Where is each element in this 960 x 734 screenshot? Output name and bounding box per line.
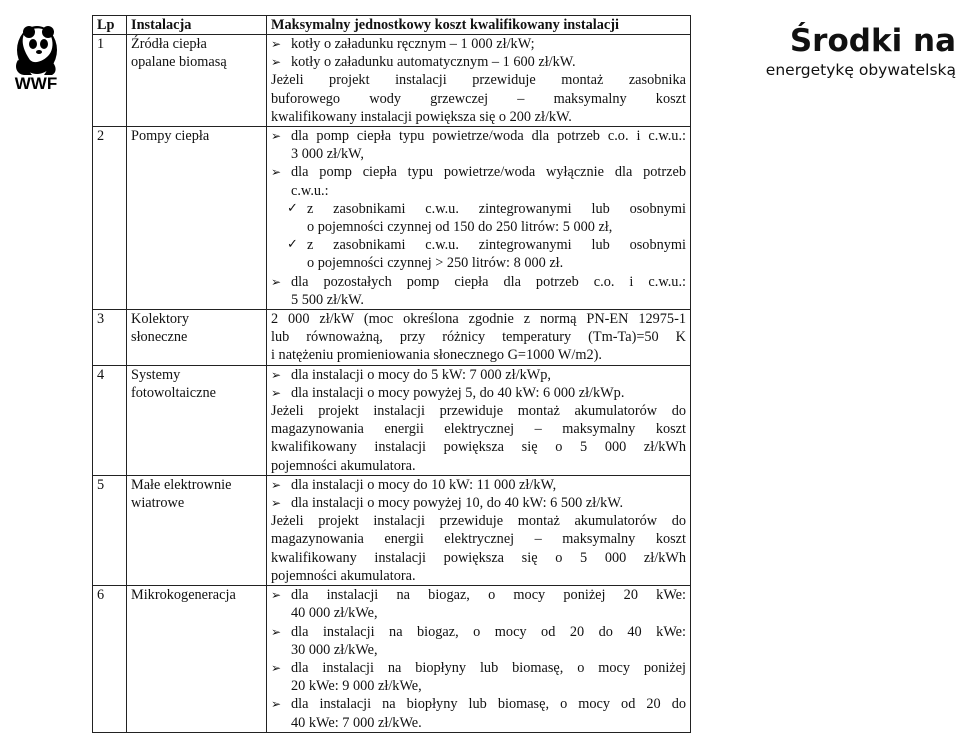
row-number: 5 bbox=[93, 475, 127, 585]
bullet-continuation: c.w.u.: bbox=[291, 182, 329, 199]
check-item bbox=[271, 200, 686, 218]
check-bullet-icon: ✓ bbox=[287, 200, 298, 216]
arrow-bullet-icon: ➢ bbox=[271, 274, 282, 289]
cost-description bbox=[267, 586, 691, 733]
row-number: 4 bbox=[93, 365, 127, 475]
arrow-bullet-icon: ➢ bbox=[271, 624, 282, 639]
bullet-continuation: 40 kWe: 7 000 zł/kWe. bbox=[291, 714, 422, 731]
arrow-bullet-icon: ➢ bbox=[271, 129, 282, 144]
arrow-bullet-icon: ➢ bbox=[271, 367, 282, 382]
installation-name bbox=[127, 127, 267, 310]
arrow-bullet-icon: ➢ bbox=[271, 55, 282, 70]
table-row bbox=[93, 310, 691, 366]
check-continuation: o pojemności czynnej od 150 do 250 litrów: 5 000 zł, bbox=[307, 219, 613, 236]
arrow-bullet-icon: ➢ bbox=[271, 697, 282, 712]
installation-name-line: fotowoltaiczne bbox=[131, 384, 216, 401]
bullet-item bbox=[271, 659, 686, 677]
table-row bbox=[93, 35, 691, 127]
paragraph-line: pojemności akumulatora. bbox=[271, 457, 416, 474]
installation-name-line: opalane biomasą bbox=[131, 54, 227, 71]
cost-description bbox=[267, 310, 691, 366]
bullet-text: dla instalacji o mocy do 5 kW: 7 000 zł/kWp, bbox=[291, 366, 551, 383]
bullet-text: dla pomp ciepła typu powietrze/woda dla potrzeb c.o. i c.w.u.: bbox=[291, 128, 686, 145]
installation-name bbox=[127, 35, 267, 127]
cost-table bbox=[92, 15, 691, 733]
bullet-text: dla instalacji o mocy powyżej 5, do 40 kW: 6 000 zł/kWp. bbox=[291, 384, 625, 401]
bullet-text: dla instalacji na biogaz, o mocy od 20 do 40 kWe: bbox=[291, 623, 686, 640]
bullet-text: kotły o załadunku ręcznym – 1 000 zł/kW; bbox=[291, 36, 535, 52]
bullet-item bbox=[271, 384, 686, 402]
installation-name-line: Mikrokogeneracja bbox=[131, 587, 236, 604]
paragraph-line: kwalifikowany instalacji powiększa się o 200 zł/kW. bbox=[271, 108, 572, 125]
arrow-bullet-icon: ➢ bbox=[271, 496, 282, 511]
bullet-item bbox=[271, 623, 686, 641]
row-number: 6 bbox=[93, 586, 127, 733]
header-installation: Instalacja bbox=[127, 16, 267, 35]
bullet-item bbox=[271, 476, 686, 494]
paragraph-line: Jeżeli projekt instalacji przewiduje montaż akumulatorów do bbox=[271, 513, 686, 530]
bullet-continuation: 5 500 zł/kW. bbox=[291, 291, 364, 308]
bullet-item bbox=[271, 366, 686, 384]
installation-name bbox=[127, 586, 267, 733]
table-row bbox=[93, 475, 691, 585]
title-subtitle: energetykę obywatelską bbox=[765, 61, 956, 79]
cost-description bbox=[267, 35, 691, 127]
bullet-text: kotły o załadunku automatycznym – 1 600 zł/kW. bbox=[291, 54, 576, 71]
installation-name bbox=[127, 310, 267, 366]
paragraph-line: kwalifikowany instalacji powiększa się o 5 000 zł/kWh bbox=[271, 549, 686, 566]
bullet-text: dla instalacji na biopłyny lub biomasę, o mocy poniżej bbox=[291, 659, 686, 676]
title-main: Środki na bbox=[789, 23, 956, 59]
installation-name-line: Małe elektrownie bbox=[131, 476, 232, 493]
paragraph-line: lub równoważną, przy różnicy temperatury (Tm-Ta)=50 K bbox=[271, 329, 686, 346]
table-row bbox=[93, 586, 691, 733]
row-number: 2 bbox=[93, 127, 127, 310]
bullet-item bbox=[271, 35, 686, 53]
arrow-bullet-icon: ➢ bbox=[271, 660, 282, 675]
check-text: z zasobnikami c.w.u. zintegrowanymi lub osobnymi bbox=[307, 237, 686, 254]
paragraph-line: pojemności akumulatora. bbox=[271, 567, 416, 584]
bullet-item bbox=[271, 695, 686, 713]
bullet-continuation: 20 kWe: 9 000 zł/kWe, bbox=[291, 678, 422, 695]
header-max-cost: Maksymalny jednostkowy koszt kwalifikowany instalacji bbox=[267, 16, 691, 35]
arrow-bullet-icon: ➢ bbox=[271, 588, 282, 603]
wwf-wordmark: WWF bbox=[14, 74, 58, 93]
bullet-item bbox=[271, 273, 686, 291]
arrow-bullet-icon: ➢ bbox=[271, 37, 282, 51]
bullet-item bbox=[271, 53, 686, 71]
check-bullet-icon: ✓ bbox=[287, 237, 298, 253]
paragraph-line: magazynowania energii elektrycznej – maksymalny koszt bbox=[271, 531, 686, 548]
paragraph-line: magazynowania energii elektrycznej – maksymalny koszt bbox=[271, 421, 686, 438]
paragraph-line: 2 000 zł/kW (moc określona zgodnie z normą PN-EN 12975-1 bbox=[271, 311, 686, 328]
bullet-item bbox=[271, 127, 686, 145]
row-number: 1 bbox=[93, 35, 127, 127]
arrow-bullet-icon: ➢ bbox=[271, 477, 282, 492]
bullet-continuation: 30 000 zł/kWe, bbox=[291, 641, 378, 658]
bullet-item bbox=[271, 494, 686, 512]
bullet-continuation: 3 000 zł/kW, bbox=[291, 146, 364, 163]
table-row bbox=[93, 365, 691, 475]
installation-name-line: Źródła ciepła bbox=[131, 36, 207, 52]
slide-title bbox=[766, 22, 956, 80]
bullet-item bbox=[271, 163, 686, 181]
row-number: 3 bbox=[93, 310, 127, 366]
header-lp: Lp bbox=[93, 16, 127, 35]
bullet-text: dla instalacji na biogaz, o mocy poniżej 20 kWe: bbox=[291, 587, 686, 604]
arrow-bullet-icon: ➢ bbox=[271, 165, 282, 180]
paragraph-line: Jeżeli projekt instalacji przewiduje montaż akumulatorów do bbox=[271, 403, 686, 420]
check-item bbox=[271, 236, 686, 254]
installation-name bbox=[127, 365, 267, 475]
paragraph-line: i natężeniu promieniowania słonecznego G=1000 W/m2). bbox=[271, 347, 602, 364]
installation-name-line: Pompy ciepła bbox=[131, 128, 210, 145]
arrow-bullet-icon: ➢ bbox=[271, 385, 282, 400]
bullet-item bbox=[271, 586, 686, 604]
paragraph-line: Jeżeli projekt instalacji przewiduje montaż zasobnika bbox=[271, 72, 686, 89]
cost-description bbox=[267, 127, 691, 310]
installation-name-line: wiatrowe bbox=[131, 495, 185, 512]
installation-name-line: Kolektory bbox=[131, 311, 189, 328]
paragraph-line: buforowego wody grzewczej – maksymalny koszt bbox=[271, 90, 686, 107]
bullet-text: dla instalacji o mocy do 10 kW: 11 000 zł/kW, bbox=[291, 476, 557, 493]
bullet-continuation: 40 000 zł/kWe, bbox=[291, 605, 378, 622]
cost-description bbox=[267, 475, 691, 585]
table-header-row bbox=[93, 16, 691, 35]
installation-name-line: Systemy bbox=[131, 366, 181, 383]
cost-description bbox=[267, 365, 691, 475]
paragraph-line: kwalifikowany instalacji powiększa się o 5 000 zł/kWh bbox=[271, 439, 686, 456]
check-text: z zasobnikami c.w.u. zintegrowanymi lub osobnymi bbox=[307, 200, 686, 217]
bullet-text: dla pozostałych pomp ciepła dla potrzeb c.o. i c.w.u.: bbox=[291, 273, 686, 290]
check-continuation: o pojemności czynnej > 250 litrów: 8 000 zł. bbox=[307, 255, 564, 272]
installation-name-line: słoneczne bbox=[131, 329, 188, 346]
bullet-text: dla pomp ciepła typu powietrze/woda wyłącznie dla potrzeb bbox=[291, 164, 686, 181]
bullet-text: dla instalacji o mocy powyżej 10, do 40 kW: 6 500 zł/kW. bbox=[291, 495, 624, 512]
bullet-text: dla instalacji na biopłyny lub biomasę, o mocy od 20 do bbox=[291, 696, 686, 713]
panda-icon bbox=[10, 20, 62, 76]
wwf-logo bbox=[10, 20, 62, 94]
installation-name bbox=[127, 475, 267, 585]
table-row bbox=[93, 127, 691, 310]
